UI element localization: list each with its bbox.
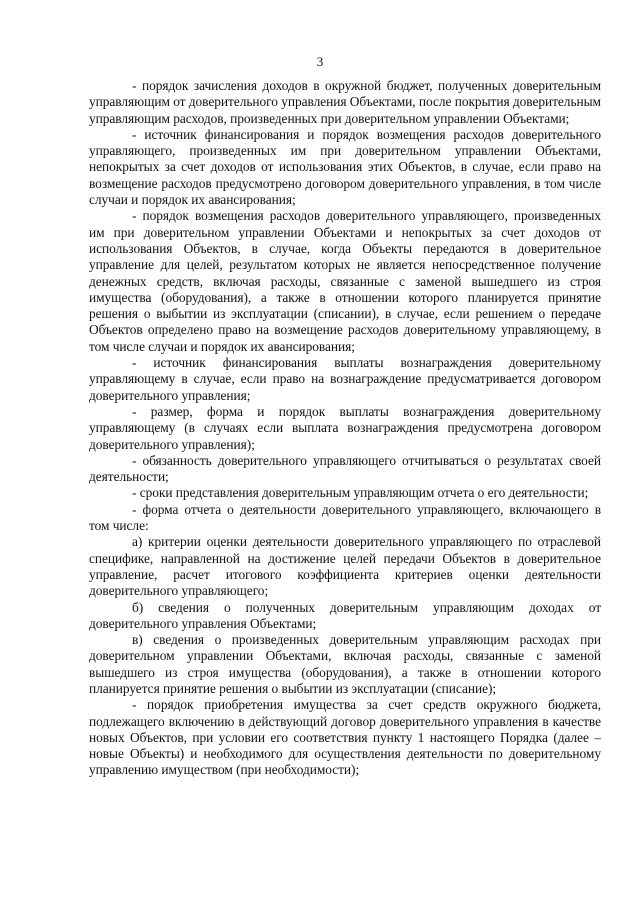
paragraph-expense-reimbursement: - порядок возмещения расходов доверительного управляющего, произведенных им при доверительном управлении Объектами и непокрытых за счет доходов от использования Объектов, в случае, когда Объекты передаются в доверительное управление для целей, результатом которых не является непосредственное получение денежных средств, включая расходы, связанные с заменой вышедшего из строя имущества (оборудования), а также в отношении которого планируется принятие решения о выбытии из эксплуатации (списании), в случае, если решением о передаче Объектов определено право на возмещение расходов доверительному управляющему, в том числе случаи и порядок их авансирования; [89, 208, 601, 354]
paragraph-reporting-deadlines: - сроки представления доверительным управляющим отчета о его деятельности; [132, 485, 589, 501]
paragraph-expense-funding-source: - источник финансирования и порядок возмещения расходов доверительного управляющего, произведенных им при доверительном управлении Объектами, непокрытых за счет доходов от использования этих Объектов, в случае, если право на возмещение расходов предусмотрено договором доверительного управления, в том числе случаи и порядок их авансирования; [89, 126, 601, 208]
paragraph-reporting-obligation: - обязанность доверительного управляющего отчитываться о результатах своей деятельности; [89, 452, 601, 485]
page-number: 3 [316, 54, 324, 69]
paragraph-income-crediting: - порядок зачисления доходов в окружной бюджет, полученных доверительным управляющим от доверительного управления Объектами, после покрытия доверительным управляющим расходов, произведенных при доверительном управлении Объектами; [89, 78, 601, 126]
paragraph-item-b-income: б) сведения о полученных доверительным управляющим доходах от доверительного управления Объектами; [89, 599, 601, 631]
paragraph-property-acquisition: - порядок приобретения имущества за счет средств окружного бюджета, подлежащего включению в действующий договор доверительного управления в качестве новых Объектов, при условии его соответствия пункту 1 настоящего Порядка (далее – новые Объекты) и необходимого для осуществления деятельности по доверительному управлению имуществом (при необходимости); [89, 697, 601, 778]
paragraph-remuneration-terms: - размер, форма и порядок выплаты вознаграждения доверительному управляющему (в случаях если выплата вознаграждения предусмотрена договором доверительного управления); [89, 403, 601, 452]
paragraph-report-form: - форма отчета о деятельности доверительного управляющего, включающего в том числе: [89, 501, 601, 534]
paragraph-remuneration-funding-source: - источник финансирования выплаты вознаграждения доверительному управляющему в случае, если право на вознаграждение предусматривается договором доверительного управления; [89, 355, 601, 403]
paragraph-item-a-criteria: а) критерии оценки деятельности доверительного управляющего по отраслевой специфике, направленной на достижение целей передачи Объектов в доверительное управление, расчет итогового коэффициента критериев оценки деятельности доверительного управляющего; [89, 534, 601, 599]
paragraph-item-c-expenses: в) сведения о произведенных доверительным управляющим расходах при доверительном управлении Объектами, включая расходы, связанные с заменой вышедшего из строя имущества (оборудования), а также в отношении которого планируется принятие решения о выбытии из эксплуатации (списание); [89, 632, 601, 696]
document-body [89, 78, 601, 779]
